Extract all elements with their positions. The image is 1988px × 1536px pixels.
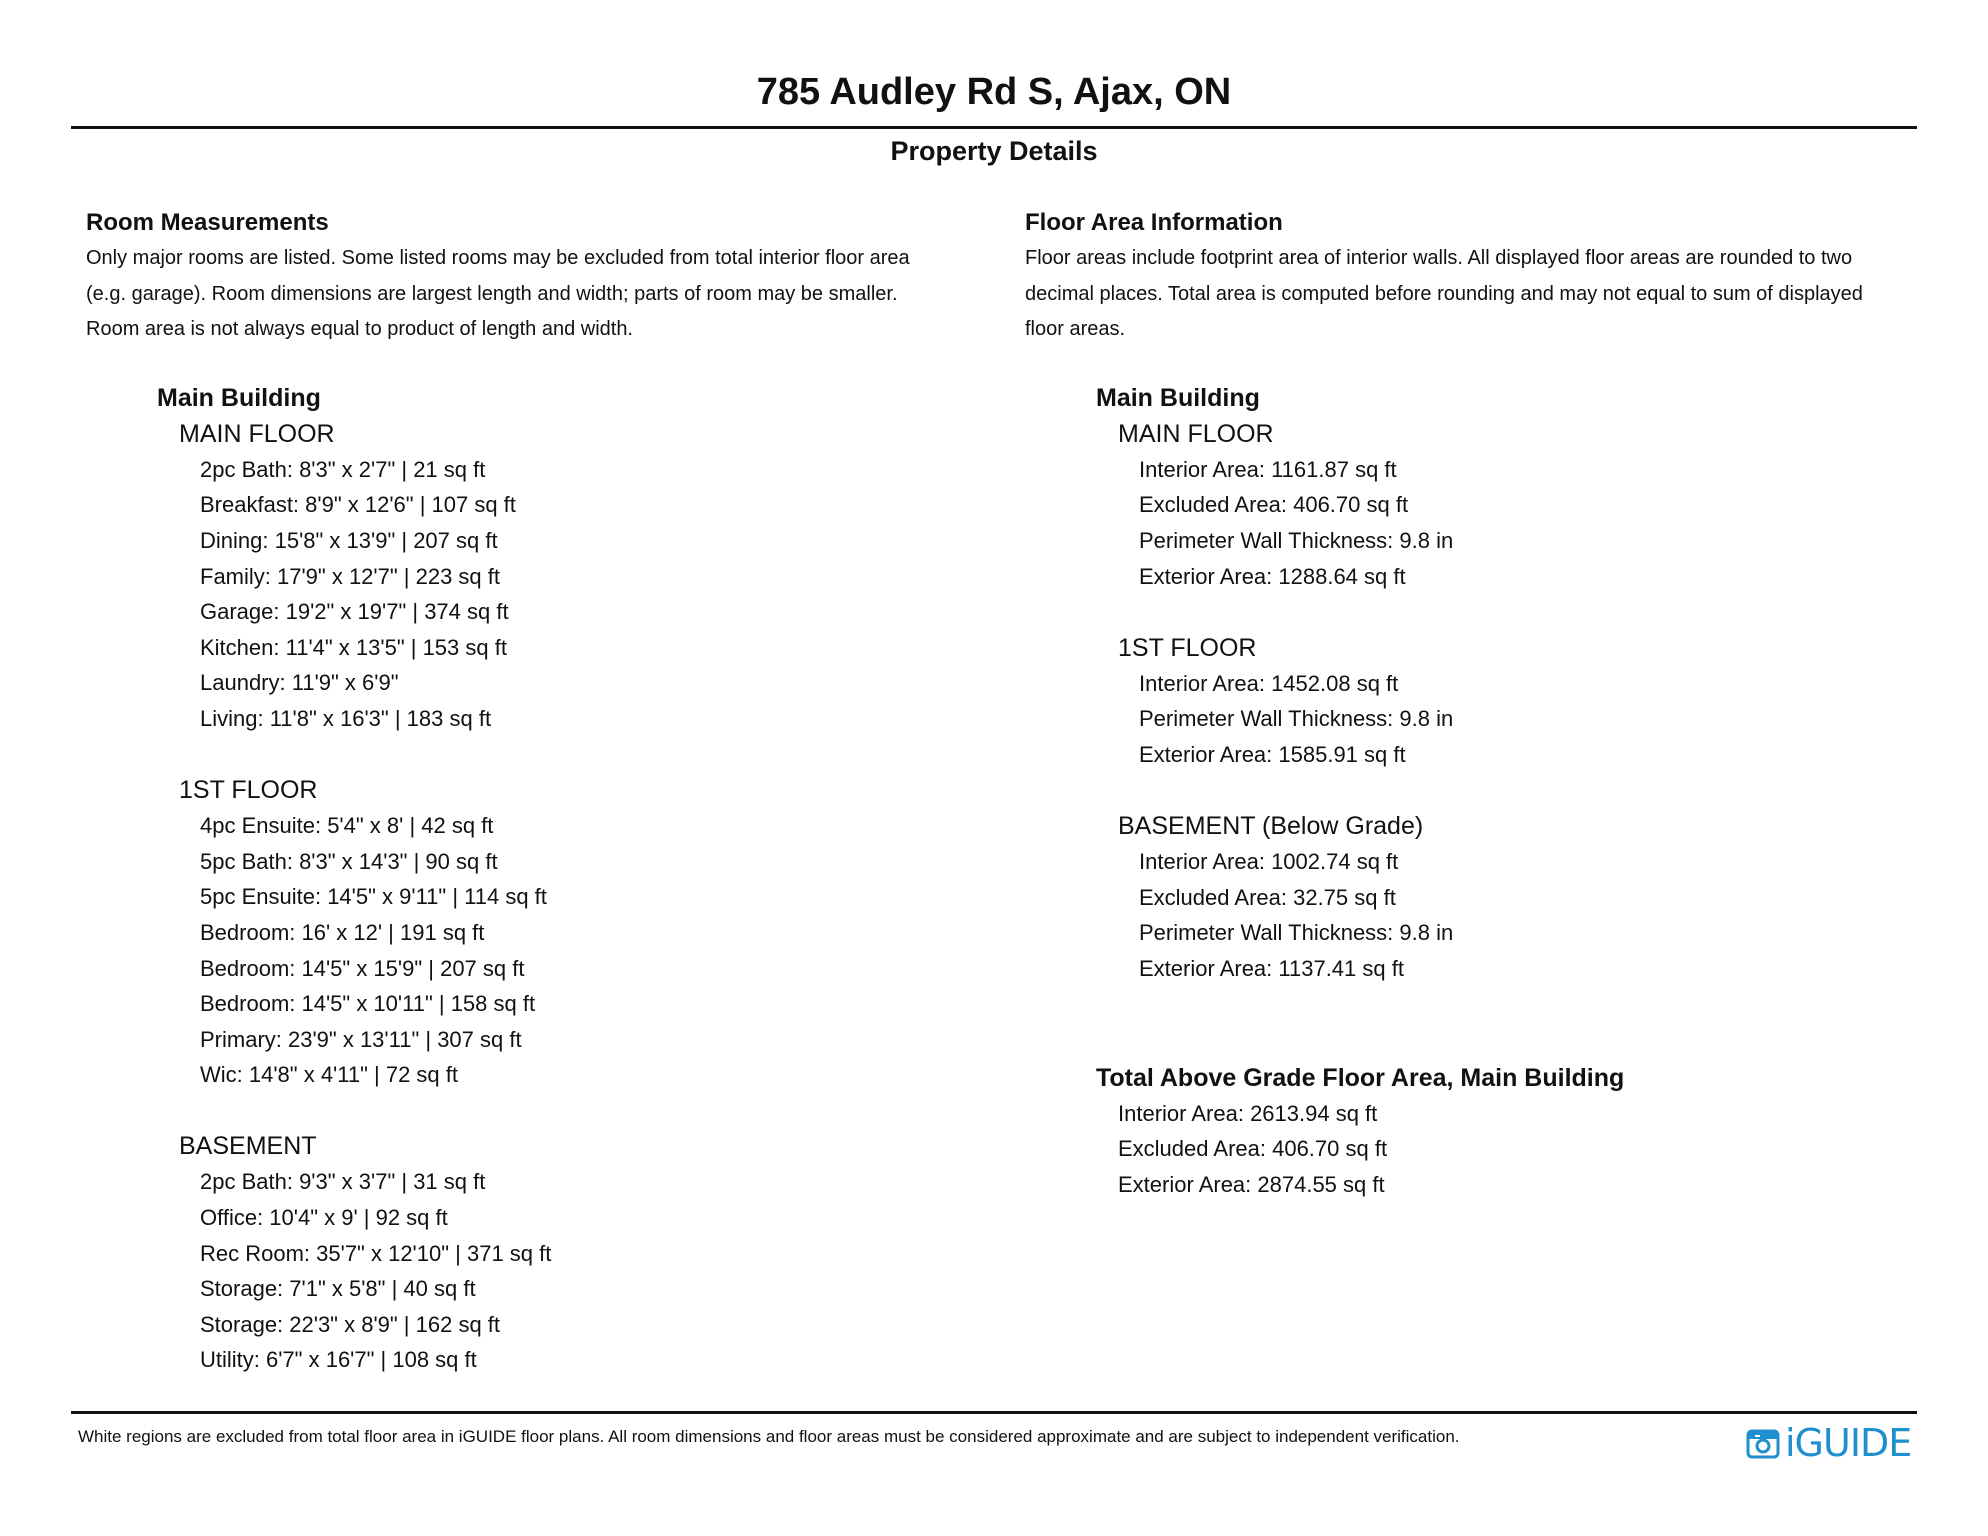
room-entry: 2pc Bath: 8'3" x 2'7" | 21 sq ft [200,456,486,482]
area-entry: Perimeter Wall Thickness: 9.8 in [1139,920,1454,946]
room-entry: Breakfast: 8'9" x 12'6" | 107 sq ft [200,492,516,518]
total-area-entry: Exterior Area: 2874.55 sq ft [1118,1171,1385,1197]
iguide-logo-text: iGUIDE [1785,1421,1912,1465]
total-area-heading: Total Above Grade Floor Area, Main Building [1096,1063,1625,1092]
floor-area-heading: Floor Area Information [1025,209,1283,236]
room-measurements-description-line: Room area is not always equal to product of length and width. [86,318,633,341]
room-measurements-description-line: Only major rooms are listed. Some listed rooms may be excluded from total interior floor area [86,247,910,269]
room-measurements-section [86,205,986,1378]
room-entry: Living: 11'8" x 16'3" | 183 sq ft [200,705,492,731]
room-floor-basement [157,1128,986,1378]
room-measurements-heading: Room Measurements [86,209,329,236]
footer-divider [71,1411,1917,1414]
area-entry: Excluded Area: 32.75 sq ft [1139,884,1396,910]
area-entry: Interior Area: 1002.74 sq ft [1139,849,1399,875]
floor-heading: MAIN FLOOR [179,419,335,448]
floor-heading: BASEMENT [179,1132,317,1161]
total-area-entry: Interior Area: 2613.94 sq ft [1118,1100,1378,1126]
room-entry: 5pc Ensuite: 14'5" x 9'11" | 114 sq ft [200,884,547,910]
page-subtitle: Property Details [890,136,1098,166]
room-building-heading: Main Building [157,383,321,412]
area-floor-basement [1096,808,1925,986]
room-entry: Storage: 7'1" x 5'8" | 40 sq ft [200,1276,476,1302]
iguide-camera-icon [1745,1425,1781,1461]
area-entry: Exterior Area: 1137.41 sq ft [1139,955,1404,981]
room-entry: 2pc Bath: 9'3" x 3'7" | 31 sq ft [200,1169,486,1195]
area-floor-1st [1096,630,1925,773]
room-measurements-description-line: (e.g. garage). Room dimensions are largest length and width; parts of room may be smaller. [86,282,898,305]
area-entry: Excluded Area: 406.70 sq ft [1139,492,1409,518]
room-floor-main [157,416,986,737]
room-entry: 5pc Bath: 8'3" x 14'3" | 90 sq ft [200,848,498,874]
total-area-block [1025,1060,1925,1203]
room-building-block [86,380,986,1378]
total-area-entry: Excluded Area: 406.70 sq ft [1118,1136,1388,1162]
area-floor-main [1096,416,1925,594]
room-entry: Rec Room: 35'7" x 12'10" | 371 sq ft [200,1240,552,1266]
room-entry: 4pc Ensuite: 5'4" x 8' | 42 sq ft [200,813,494,839]
room-entry: Storage: 22'3" x 8'9" | 162 sq ft [200,1311,501,1337]
room-entry: Dining: 15'8" x 13'9" | 207 sq ft [200,527,498,553]
floor-area-section [1025,205,1925,1202]
iguide-logo [1745,1420,1911,1466]
room-entry: Kitchen: 11'4" x 13'5" | 153 sq ft [200,634,507,660]
room-entry: Bedroom: 14'5" x 10'11" | 158 sq ft [200,991,536,1017]
area-building-heading: Main Building [1096,383,1260,412]
floor-area-description-line: decimal places. Total area is computed before rounding and may not equal to sum of displayed [1025,282,1863,305]
area-entry: Perimeter Wall Thickness: 9.8 in [1139,527,1454,553]
room-floor-1st [157,772,986,1093]
floor-heading: 1ST FLOOR [179,776,318,805]
area-building-block [1025,380,1925,987]
title-divider [71,126,1917,129]
area-entry: Interior Area: 1452.08 sq ft [1139,670,1399,696]
area-entry: Interior Area: 1161.87 sq ft [1139,456,1397,482]
room-entry: Primary: 23'9" x 13'11" | 307 sq ft [200,1026,522,1052]
floor-area-description-line: Floor areas include footprint area of interior walls. All displayed floor areas are rounded to two [1025,247,1853,269]
footer-note: White regions are excluded from total floor area in iGUIDE floor plans. All room dimensions and floor areas must be considered approximate and are subject to independent verification. [78,1427,1460,1446]
floor-heading: MAIN FLOOR [1118,419,1274,448]
room-entry: Laundry: 11'9" x 6'9" [200,670,399,696]
floor-heading: 1ST FLOOR [1118,633,1257,662]
area-entry: Exterior Area: 1288.64 sq ft [1139,563,1406,589]
page-title: 785 Audley Rd S, Ajax, ON [756,71,1232,113]
area-entry: Exterior Area: 1585.91 sq ft [1139,741,1406,767]
room-entry: Family: 17'9" x 12'7" | 223 sq ft [200,563,500,589]
room-entry: Wic: 14'8" x 4'11" | 72 sq ft [200,1062,458,1088]
room-entry: Bedroom: 16' x 12' | 191 sq ft [200,919,485,945]
area-entry: Perimeter Wall Thickness: 9.8 in [1139,706,1454,732]
room-entry: Bedroom: 14'5" x 15'9" | 207 sq ft [200,955,525,981]
floor-area-description-line: floor areas. [1025,318,1126,341]
room-entry: Utility: 6'7" x 16'7" | 108 sq ft [200,1347,477,1373]
room-entry: Office: 10'4" x 9' | 92 sq ft [200,1205,448,1231]
floor-heading: BASEMENT (Below Grade) [1118,812,1424,841]
room-entry: Garage: 19'2" x 19'7" | 374 sq ft [200,599,509,625]
